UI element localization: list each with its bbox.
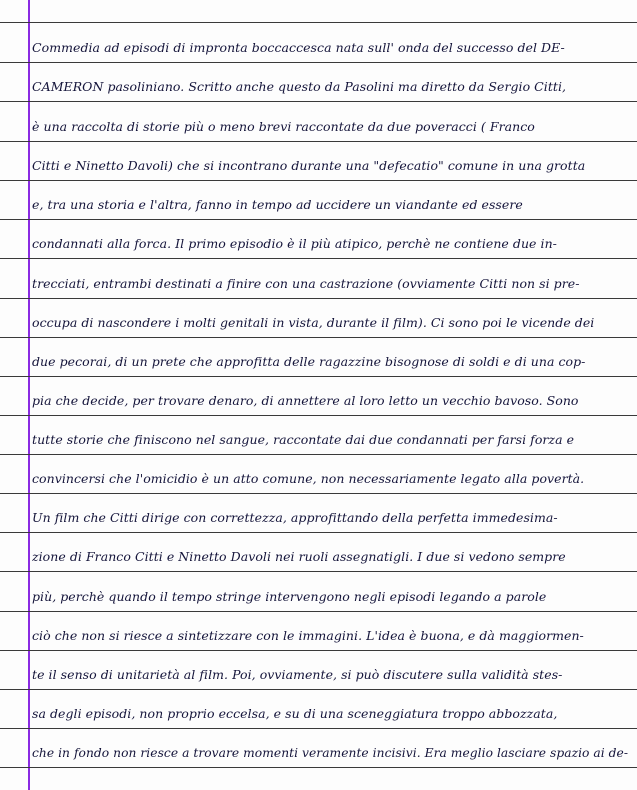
text-line: ciò che non si riesce a sintetizzare con le immagini. L'idea è buona, e dà maggiormen- bbox=[32, 628, 584, 643]
text-line: che in fondo non riesce a trovare momenti veramente incisivi. Era meglio lasciare spazio ai de- bbox=[32, 746, 629, 760]
text-line: è una raccolta di storie più o meno brevi raccontate da due poveracci ( Franco bbox=[32, 119, 535, 134]
text-line: pia che decide, per trovare denaro, di annettere al loro letto un vecchio bavoso. Sono bbox=[32, 393, 579, 408]
text-line: condannati alla forca. Il primo episodio è il più atipico, perchè ne contiene due in- bbox=[32, 236, 557, 251]
text-line: tutte storie che finiscono nel sangue, raccontate dai due condannati per farsi forza e bbox=[32, 432, 575, 447]
text-line: te il senso di unitarietà al film. Poi, ovviamente, si può discutere sulla validità stes- bbox=[32, 667, 563, 682]
text-line: Citti e Ninetto Davoli) che si incontrano durante una "defecatio" comune in una grotta bbox=[32, 158, 586, 173]
text-line: più, perchè quando il tempo stringe intervengono negli episodi legando a parole bbox=[32, 589, 547, 604]
text-line: Commedia ad episodi di impronta boccaccesca nata sull' onda del successo del DE- bbox=[32, 40, 565, 55]
text-line: e, tra una storia e l'altra, fanno in tempo ad uccidere un viandante ed essere bbox=[32, 197, 523, 212]
ruled-line bbox=[0, 22, 637, 23]
text-line: sa degli episodi, non proprio eccelsa, e su di una sceneggiatura troppo abbozzata, bbox=[32, 706, 558, 721]
text-line: CAMERON pasoliniano. Scritto anche questo da Pasolini ma diretto da Sergio Citti, bbox=[32, 79, 567, 94]
text-line: due pecorai, di un prete che approfitta delle ragazzine bisognose di soldi e di una cop- bbox=[32, 354, 586, 369]
text-line: Un film che Citti dirige con correttezza, approfittando della perfetta immedesima- bbox=[32, 510, 558, 525]
margin-line bbox=[28, 0, 30, 790]
text-line: zione di Franco Citti e Ninetto Davoli nei ruoli assegnatigli. I due si vedono sempre bbox=[32, 549, 566, 564]
text-line: convincersi che l'omicidio è un atto comune, non necessariamente legato alla povertà. bbox=[32, 471, 585, 486]
text-line: trecciati, entrambi destinati a finire con una castrazione (ovviamente Citti non si pre- bbox=[32, 276, 580, 291]
text-line: occupa di nascondere i molti genitali in vista, durante il film). Ci sono poi le vicende dei bbox=[32, 315, 595, 330]
